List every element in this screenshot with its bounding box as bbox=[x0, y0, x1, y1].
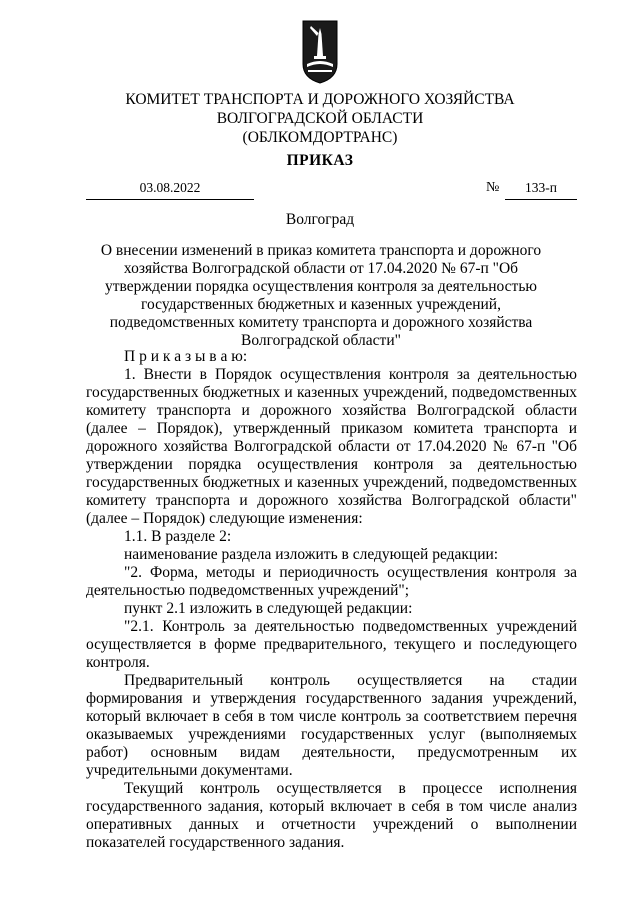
paragraph-1: 1. Внести в Порядок осуществления контроля за деятельностью государственных бюджетных и казенных учреждений, подведомственных комитету транспорта и дорожного хозяйства Волгоградской области (далее – Порядок), утвержденный приказом комитета транспорта и дорожного хозяйства Волгоградской области от 17.04.2020 № 67-п "Об утверждении порядка осуществления контроля за деятельностью государственных бюджетных и казенных учреждений, подведомственных комитету транспорта и дорожного хозяйства Волгоградской области" (далее – Порядок) следующие изменения: bbox=[86, 366, 577, 527]
coat-of-arms-icon bbox=[302, 20, 338, 84]
document-date: 03.08.2022 bbox=[86, 180, 254, 200]
number-sign: № bbox=[486, 180, 500, 195]
org-line-2: ВОЛГОГРАДСКОЙ ОБЛАСТИ bbox=[216, 110, 424, 127]
document-subject: О внесении изменений в приказ комитета транспорта и дорожного хозяйства Волгоградской области от 17.04.2020 № 67-п "Об утверждении порядка осуществления контроля за деятельностью государственных бюджетных и казенных учреждений, подведомственных комитету транспорта и дорожного хозяйства Волгоградской области" bbox=[100, 242, 542, 349]
document-type: ПРИКАЗ bbox=[286, 152, 354, 169]
org-line-1: КОМИТЕТ ТРАНСПОРТА И ДОРОЖНОГО ХОЗЯЙСТВА bbox=[125, 91, 515, 108]
paragraph-5: пункт 2.1 изложить в следующей редакции: bbox=[124, 600, 413, 617]
paragraph-4: "2. Форма, методы и периодичность осуществления контроля за деятельностью подведомственных учреждений"; bbox=[86, 564, 577, 599]
paragraph-7: Предварительный контроль осуществляется на стадии формирования и утверждения государственного задания учреждений, который включает в себя в том числе контроль за соответствием перечня оказываемых учреждениями государственных услуг (выполняемых работ) основным видам деятельности, предусмотренным их учредительными документами. bbox=[86, 672, 577, 779]
paragraph-8: Текущий контроль осуществляется в процессе исполнения государственного задания, который включает в себя в том числе анализ оперативных данных и отчетности учреждений о выполнении показателей государственного задания. bbox=[86, 780, 577, 851]
order-word: П р и к а з ы в а ю: bbox=[124, 348, 248, 365]
document-number: 133-п bbox=[505, 180, 577, 200]
city: Волгоград bbox=[285, 211, 355, 228]
org-line-3: (ОБЛКОМДОРТРАНС) bbox=[242, 129, 398, 146]
paragraph-2: 1.1. В разделе 2: bbox=[124, 528, 232, 545]
paragraph-3: наименование раздела изложить в следующей редакции: bbox=[124, 546, 499, 563]
document-body bbox=[86, 348, 577, 852]
paragraph-6: "2.1. Контроль за деятельностью подведомственных учреждений осуществляется в форме предварительного, текущего и последующего контроля. bbox=[86, 618, 577, 671]
organization-name bbox=[0, 90, 640, 147]
